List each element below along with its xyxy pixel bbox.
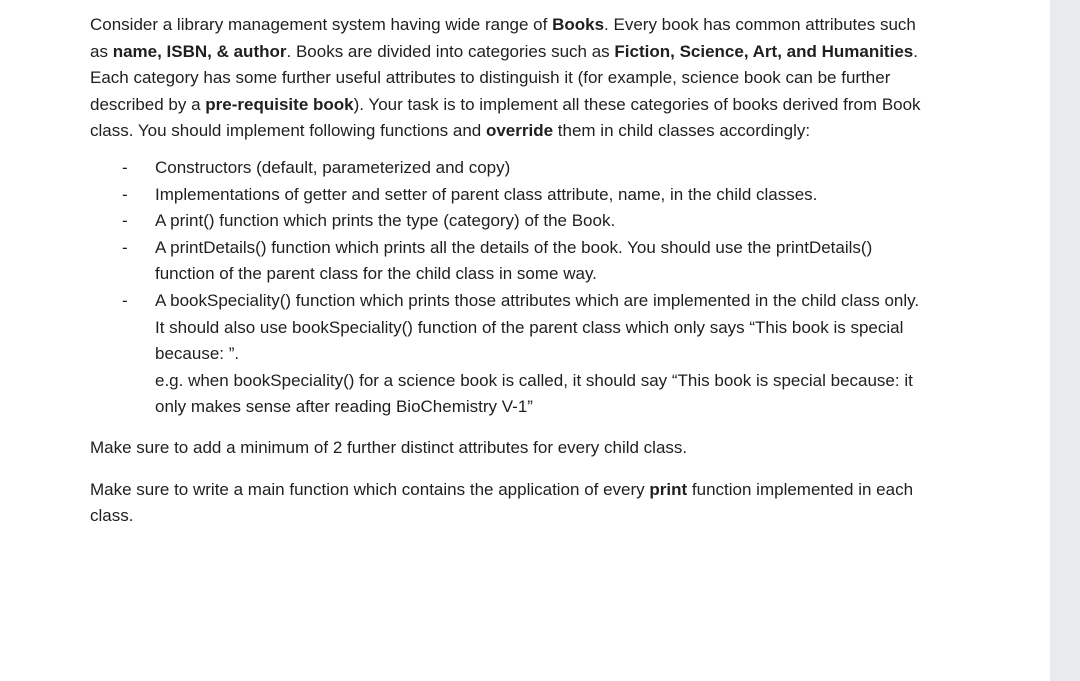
viewer-side-strip [1050, 0, 1080, 681]
bullet-dash: - [122, 211, 128, 231]
requirement-text-1: Make sure to write a main function which contains the application of every [90, 479, 650, 499]
list-item-text: A printDetails() function which prints all the details of the book. You should use the printDetails() function of the parent class for the child class in some way. [155, 237, 873, 284]
intro-text-5: ). Your task is to implement all these categories of books derived from Book class. You should implement following functions and [90, 94, 921, 141]
list-item-text: Constructors (default, parameterized and copy) [155, 157, 511, 177]
list-item [90, 208, 930, 235]
function-list [90, 155, 930, 368]
list-item-text: Implementations of getter and setter of parent class attribute, name, in the child classes. [155, 184, 818, 204]
requirement-attributes: Make sure to add a minimum of 2 further distinct attributes for every child class. [90, 437, 688, 457]
bullet-dash: - [122, 237, 128, 257]
intro-text-6: them in child classes accordingly: [553, 121, 811, 141]
list-item-text: A bookSpeciality() function which prints those attributes which are implemented in the child class only. It should also use bookSpeciality() function of the parent class which only says “This book is special because: ”. [155, 290, 920, 364]
intro-text-3: . Books are divided into categories such as [286, 41, 615, 61]
bullet-dash: - [122, 290, 128, 310]
intro-bold-prerequisite: pre-requisite book [205, 94, 354, 114]
bullet-dash: - [122, 184, 128, 204]
list-item [90, 155, 930, 182]
list-item-text: A print() function which prints the type (category) of the Book. [155, 211, 616, 231]
requirement-bold-print: print [649, 479, 688, 499]
list-item [90, 288, 930, 368]
intro-text-2: . Every book has common attributes such as [90, 15, 916, 61]
requirement-text-2: function implemented in each class. [90, 479, 914, 526]
bullet-dash: - [122, 157, 128, 177]
intro-text-1: Consider a library management system having wide range of [90, 15, 553, 34]
intro-text-4: . Each category has some further useful attributes to distinguish it (for example, science book can be further described by a [90, 41, 918, 114]
requirement-main-function [90, 477, 930, 530]
intro-bold-categories: Fiction, Science, Art, and Humanities [614, 41, 914, 61]
intro-bold-attributes: name, ISBN, & author [112, 41, 287, 61]
list-item [90, 182, 930, 209]
intro-bold-books: Books [552, 15, 605, 34]
intro-bold-override: override [485, 121, 554, 141]
example-note: e.g. when bookSpeciality() for a science book is called, it should say “This book is special because: it only makes sense after reading BioChemistry V-1” [155, 370, 913, 417]
assignment-text [90, 12, 930, 530]
list-item [90, 235, 930, 288]
intro-paragraph [90, 12, 930, 145]
